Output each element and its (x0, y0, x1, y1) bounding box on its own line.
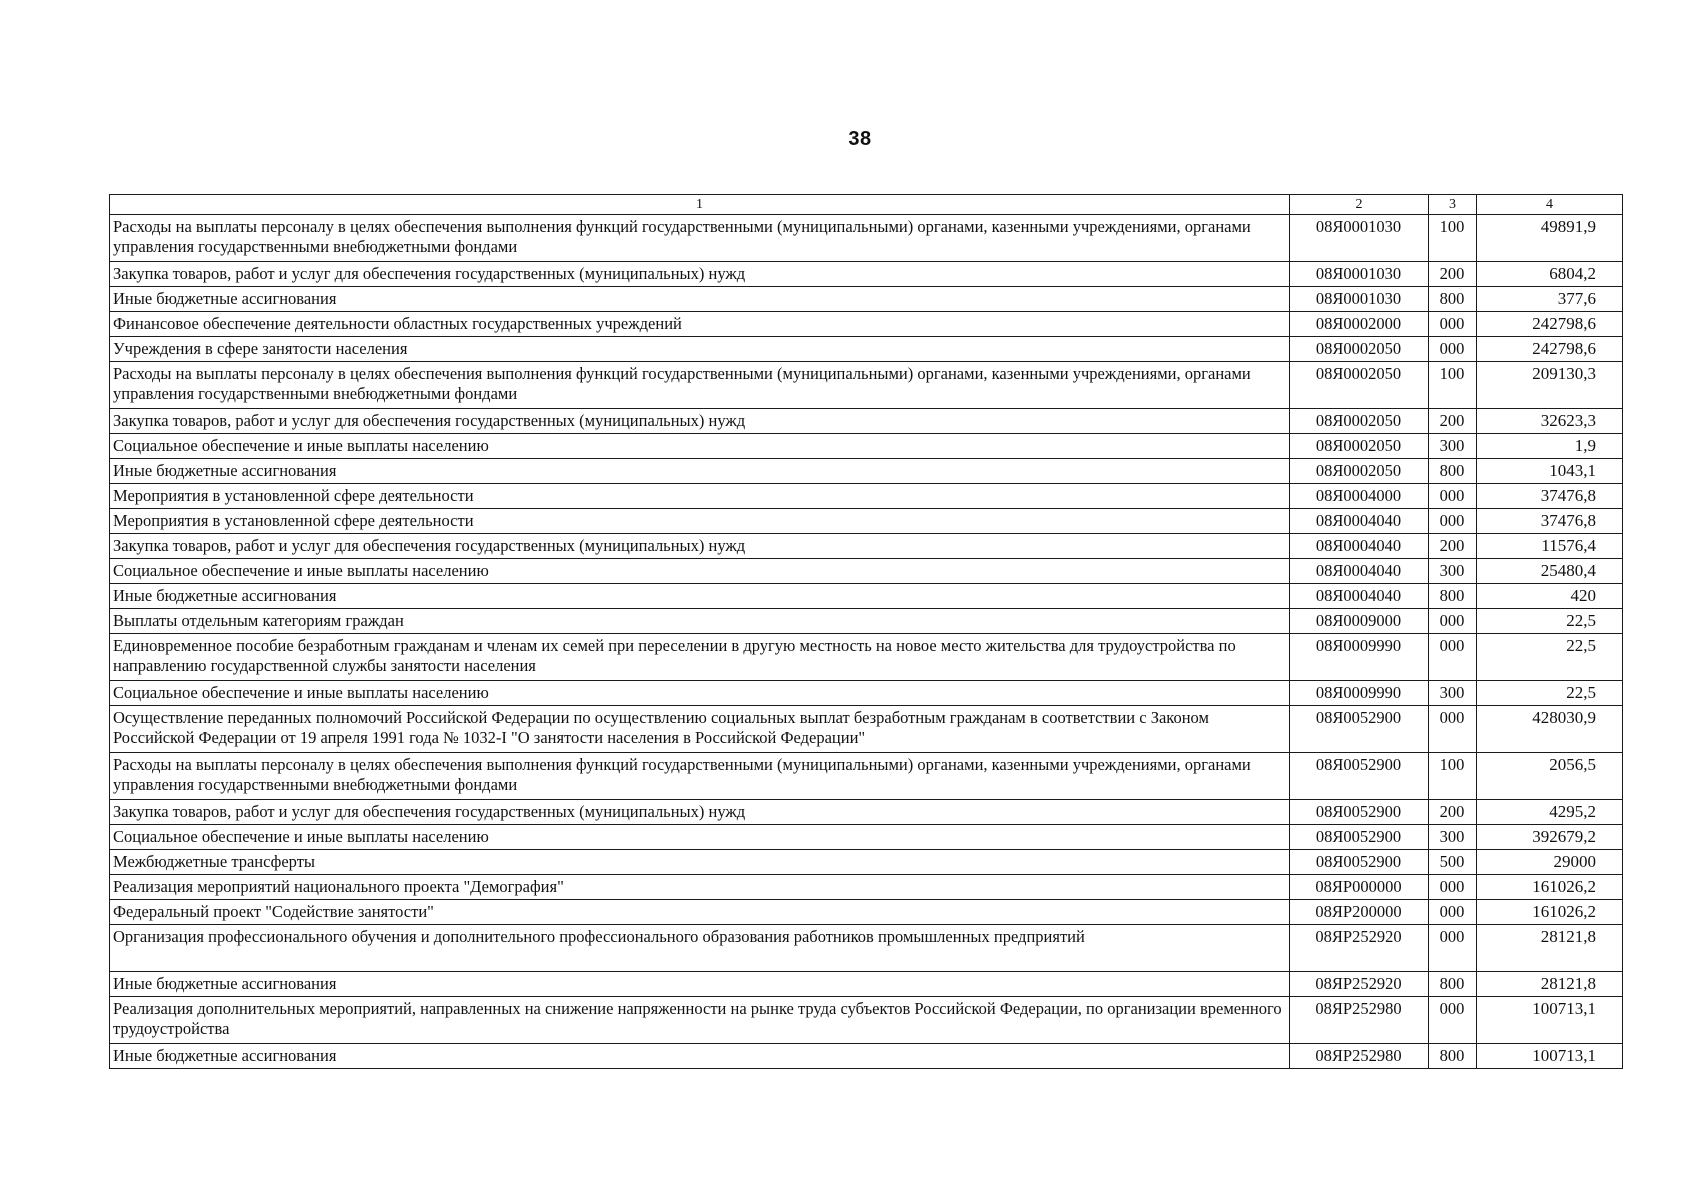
row-amount-cell: 22,5 (1477, 634, 1623, 681)
row-name-cell: Социальное обеспечение и иные выплаты населению (110, 559, 1290, 584)
page-number: 38 (848, 128, 872, 150)
row-amount-cell: 242798,6 (1477, 312, 1623, 337)
table-body (110, 215, 1623, 1069)
row-amount-cell: 209130,3 (1477, 362, 1623, 409)
row-type-cell: 200 (1429, 262, 1477, 287)
table-row (110, 434, 1623, 459)
table-row (110, 337, 1623, 362)
row-code-cell: 08Я0009990 (1290, 681, 1429, 706)
row-code-cell: 08Я0004000 (1290, 484, 1429, 509)
row-amount-cell: 28121,8 (1477, 925, 1623, 972)
row-code-cell: 08Я0002050 (1290, 409, 1429, 434)
row-name-cell: Расходы на выплаты персоналу в целях обеспечения выполнения функций государственными (муниципальными) органами, казенными учреждениями, органами управления государственными внебюджетными фондами (110, 362, 1290, 409)
row-type-cell: 000 (1429, 706, 1477, 753)
row-name-cell: Закупка товаров, работ и услуг для обеспечения государственных (муниципальных) нужд (110, 534, 1290, 559)
row-code-cell: 08Я0004040 (1290, 559, 1429, 584)
row-code-cell: 08Я0001030 (1290, 215, 1429, 262)
row-name-cell: Реализация мероприятий национального проекта "Демография" (110, 875, 1290, 900)
row-type-cell: 000 (1429, 509, 1477, 534)
table-row (110, 681, 1623, 706)
table-header-row (110, 195, 1623, 215)
row-type-cell: 100 (1429, 753, 1477, 800)
row-code-cell: 08Я0004040 (1290, 584, 1429, 609)
row-name-cell: Мероприятия в установленной сфере деятельности (110, 509, 1290, 534)
row-type-cell: 800 (1429, 972, 1477, 997)
table-row (110, 875, 1623, 900)
row-code-cell: 08Я0052900 (1290, 706, 1429, 753)
row-name-cell: Федеральный проект "Содействие занятости" (110, 900, 1290, 925)
table-row (110, 825, 1623, 850)
row-name-cell: Иные бюджетные ассигнования (110, 972, 1290, 997)
row-code-cell: 08Я0052900 (1290, 825, 1429, 850)
row-amount-cell: 1043,1 (1477, 459, 1623, 484)
row-type-cell: 000 (1429, 875, 1477, 900)
row-code-cell: 08Я0002000 (1290, 312, 1429, 337)
row-name-cell: Социальное обеспечение и иные выплаты населению (110, 825, 1290, 850)
row-code-cell: 08Я0052900 (1290, 800, 1429, 825)
row-type-cell: 000 (1429, 900, 1477, 925)
row-name-cell: Реализация дополнительных мероприятий, направленных на снижение напряженности на рынке труда субъектов Российской Федерации, по организации временного трудоустройства (110, 997, 1290, 1044)
table-row (110, 584, 1623, 609)
row-name-cell: Закупка товаров, работ и услуг для обеспечения государственных (муниципальных) нужд (110, 409, 1290, 434)
row-type-cell: 300 (1429, 681, 1477, 706)
row-code-cell: 08ЯР252980 (1290, 997, 1429, 1044)
row-type-cell: 100 (1429, 362, 1477, 409)
row-code-cell: 08Я0052900 (1290, 850, 1429, 875)
row-code-cell: 08ЯР000000 (1290, 875, 1429, 900)
row-amount-cell: 25480,4 (1477, 559, 1623, 584)
row-amount-cell: 49891,9 (1477, 215, 1623, 262)
row-type-cell: 000 (1429, 312, 1477, 337)
header-col-1: 1 (110, 195, 1290, 215)
table-row (110, 509, 1623, 534)
row-type-cell: 300 (1429, 434, 1477, 459)
row-name-cell: Осуществление переданных полномочий Российской Федерации по осуществлению социальных выплат безработным гражданам в соответствии с Законом Российской Федерации от 19 апреля 1991 года № 1032-I "О занятости населения в Российской Федерации" (110, 706, 1290, 753)
row-type-cell: 500 (1429, 850, 1477, 875)
row-type-cell: 200 (1429, 800, 1477, 825)
row-name-cell: Финансовое обеспечение деятельности областных государственных учреждений (110, 312, 1290, 337)
row-amount-cell: 37476,8 (1477, 484, 1623, 509)
row-code-cell: 08ЯР252920 (1290, 925, 1429, 972)
table-row (110, 459, 1623, 484)
row-type-cell: 000 (1429, 484, 1477, 509)
row-code-cell: 08Я0052900 (1290, 753, 1429, 800)
row-amount-cell: 161026,2 (1477, 875, 1623, 900)
row-name-cell: Учреждения в сфере занятости населения (110, 337, 1290, 362)
row-type-cell: 100 (1429, 215, 1477, 262)
row-code-cell: 08Я0004040 (1290, 534, 1429, 559)
row-code-cell: 08Я0009000 (1290, 609, 1429, 634)
row-amount-cell: 37476,8 (1477, 509, 1623, 534)
table-row (110, 409, 1623, 434)
row-type-cell: 000 (1429, 609, 1477, 634)
row-amount-cell: 2056,5 (1477, 753, 1623, 800)
row-name-cell: Социальное обеспечение и иные выплаты населению (110, 434, 1290, 459)
row-code-cell: 08Я0009990 (1290, 634, 1429, 681)
row-code-cell: 08ЯР200000 (1290, 900, 1429, 925)
row-type-cell: 800 (1429, 584, 1477, 609)
row-code-cell: 08Я0004040 (1290, 509, 1429, 534)
table-row (110, 706, 1623, 753)
row-code-cell: 08Я0002050 (1290, 362, 1429, 409)
table-row (110, 287, 1623, 312)
row-amount-cell: 11576,4 (1477, 534, 1623, 559)
table-row (110, 972, 1623, 997)
row-code-cell: 08ЯР252920 (1290, 972, 1429, 997)
row-type-cell: 300 (1429, 559, 1477, 584)
row-name-cell: Межбюджетные трансферты (110, 850, 1290, 875)
table-row (110, 850, 1623, 875)
row-code-cell: 08ЯР252980 (1290, 1044, 1429, 1069)
row-amount-cell: 242798,6 (1477, 337, 1623, 362)
row-type-cell: 200 (1429, 409, 1477, 434)
table-row (110, 215, 1623, 262)
row-name-cell: Закупка товаров, работ и услуг для обеспечения государственных (муниципальных) нужд (110, 800, 1290, 825)
row-name-cell: Единовременное пособие безработным гражданам и членам их семей при переселении в другую местность на новое место жительства для трудоустройства по направлению государственной службы занятости населения (110, 634, 1290, 681)
table-row (110, 534, 1623, 559)
table-row (110, 1044, 1623, 1069)
row-amount-cell: 100713,1 (1477, 997, 1623, 1044)
table-row (110, 753, 1623, 800)
row-amount-cell: 420 (1477, 584, 1623, 609)
row-name-cell: Мероприятия в установленной сфере деятельности (110, 484, 1290, 509)
table-row (110, 900, 1623, 925)
row-amount-cell: 4295,2 (1477, 800, 1623, 825)
row-amount-cell: 22,5 (1477, 681, 1623, 706)
row-amount-cell: 6804,2 (1477, 262, 1623, 287)
row-name-cell: Социальное обеспечение и иные выплаты населению (110, 681, 1290, 706)
row-amount-cell: 32623,3 (1477, 409, 1623, 434)
row-type-cell: 000 (1429, 997, 1477, 1044)
row-amount-cell: 1,9 (1477, 434, 1623, 459)
table-row (110, 484, 1623, 509)
header-col-3: 3 (1429, 195, 1477, 215)
row-type-cell: 800 (1429, 1044, 1477, 1069)
header-col-2: 2 (1290, 195, 1429, 215)
row-amount-cell: 161026,2 (1477, 900, 1623, 925)
row-type-cell: 200 (1429, 534, 1477, 559)
table-row (110, 312, 1623, 337)
row-amount-cell: 100713,1 (1477, 1044, 1623, 1069)
row-name-cell: Иные бюджетные ассигнования (110, 584, 1290, 609)
row-name-cell: Закупка товаров, работ и услуг для обеспечения государственных (муниципальных) нужд (110, 262, 1290, 287)
row-amount-cell: 22,5 (1477, 609, 1623, 634)
table-row (110, 262, 1623, 287)
row-name-cell: Расходы на выплаты персоналу в целях обеспечения выполнения функций государственными (муниципальными) органами, казенными учреждениями, органами управления государственными внебюджетными фондами (110, 215, 1290, 262)
header-col-4: 4 (1477, 195, 1623, 215)
table-row (110, 997, 1623, 1044)
row-name-cell: Расходы на выплаты персоналу в целях обеспечения выполнения функций государственными (муниципальными) органами, казенными учреждениями, органами управления государственными внебюджетными фондами (110, 753, 1290, 800)
row-name-cell: Иные бюджетные ассигнования (110, 459, 1290, 484)
row-name-cell: Иные бюджетные ассигнования (110, 1044, 1290, 1069)
budget-table (109, 194, 1623, 1069)
row-code-cell: 08Я0001030 (1290, 262, 1429, 287)
row-name-cell: Организация профессионального обучения и дополнительного профессионального образования работников промышленных предприятий (110, 925, 1290, 972)
table-row (110, 559, 1623, 584)
row-type-cell: 800 (1429, 459, 1477, 484)
row-code-cell: 08Я0001030 (1290, 287, 1429, 312)
row-amount-cell: 29000 (1477, 850, 1623, 875)
table-row (110, 800, 1623, 825)
row-code-cell: 08Я0002050 (1290, 434, 1429, 459)
row-name-cell: Иные бюджетные ассигнования (110, 287, 1290, 312)
row-name-cell: Выплаты отдельным категориям граждан (110, 609, 1290, 634)
row-amount-cell: 428030,9 (1477, 706, 1623, 753)
row-type-cell: 000 (1429, 634, 1477, 681)
row-amount-cell: 28121,8 (1477, 972, 1623, 997)
row-amount-cell: 392679,2 (1477, 825, 1623, 850)
row-type-cell: 800 (1429, 287, 1477, 312)
table-row (110, 925, 1623, 972)
table-row (110, 634, 1623, 681)
row-code-cell: 08Я0002050 (1290, 337, 1429, 362)
row-amount-cell: 377,6 (1477, 287, 1623, 312)
row-code-cell: 08Я0002050 (1290, 459, 1429, 484)
table-row (110, 609, 1623, 634)
row-type-cell: 000 (1429, 925, 1477, 972)
row-type-cell: 300 (1429, 825, 1477, 850)
table-row (110, 362, 1623, 409)
row-type-cell: 000 (1429, 337, 1477, 362)
